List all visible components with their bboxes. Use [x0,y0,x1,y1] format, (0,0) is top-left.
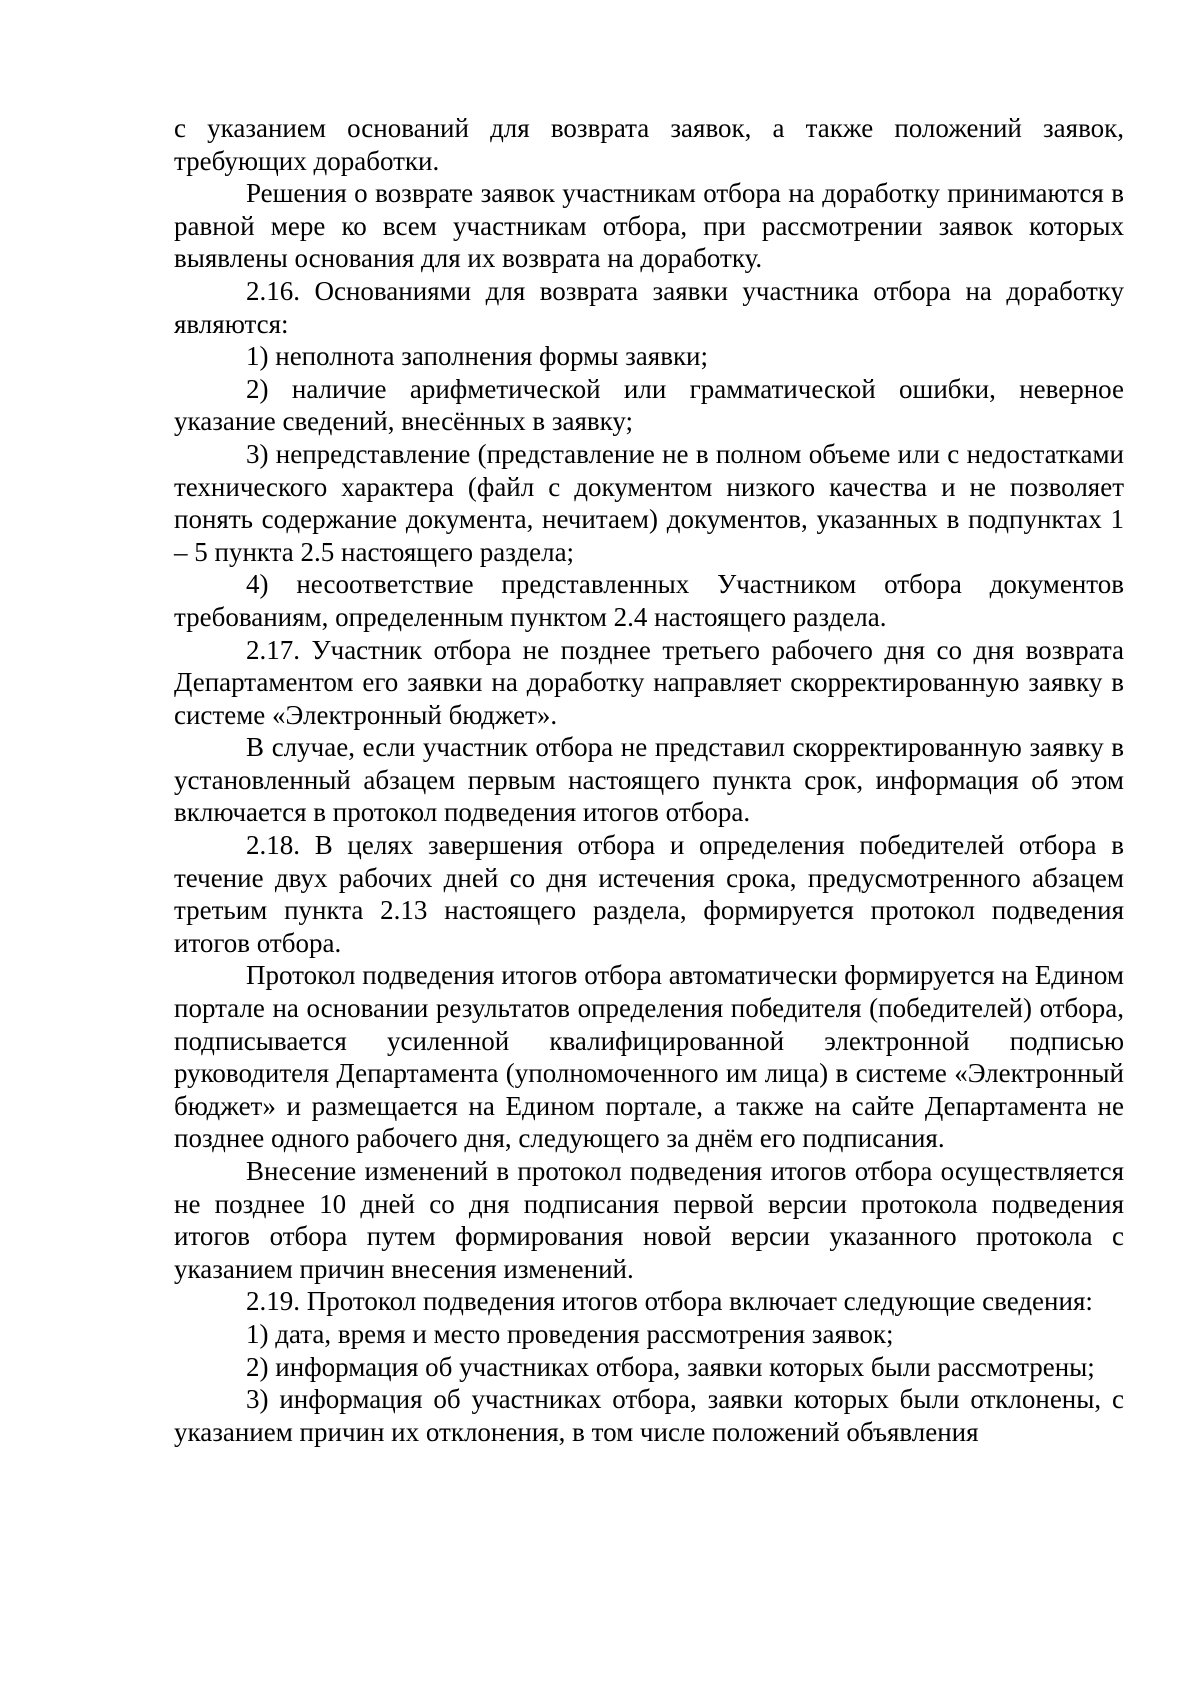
paragraph-8: 2.17. Участник отбора не позднее третьего рабочего дня со дня возврата Департаментом его заявки на доработку направляет скорректированную заявку в системе «Электронный бюджет». [174,634,1124,730]
paragraph-11: Протокол подведения итогов отбора автоматически формируется на Едином портале на основании результатов определения победителя (победителей) отбора, подписывается усиленной квалифицированной электронной подписью руководителя Департамента (уполномоченного им лица) в системе «Электронный бюджет» и размещается на Едином портале, а также на сайте Департамента не позднее одного рабочего дня, следующего за днём его подписания. [174,960,1124,1154]
paragraph-4: 1) неполнота заполнения формы заявки; [246,341,709,372]
document-page [174,112,1124,1448]
paragraph-16: 3) информация об участниках отбора, заявки которых были отклонены, с указанием причин их отклонения, в том числе положений объявления [174,1384,1124,1447]
paragraph-3: 2.16. Основаниями для возврата заявки участника отбора на доработку являются: [174,275,1124,339]
paragraph-13: 2.19. Протокол подведения итогов отбора включает следующие сведения: [246,1286,1093,1317]
paragraph-2: Решения о возврате заявок участникам отбора на доработку принимаются в равной мере ко всем участникам отбора, при рассмотрении заявок которых выявлены основания для их возврата на доработку. [174,178,1124,274]
paragraph-7: 4) несоответствие представленных Участником отбора документов требованиям, определенным пунктом 2.4 настоящего раздела. [174,569,1124,632]
paragraph-10: 2.18. В целях завершения отбора и определения победителей отбора в течение двух рабочих дней со дня истечения срока, предусмотренного абзацем третьим пункта 2.13 настоящего раздела, формируется протокол подведения итогов отбора. [174,830,1124,958]
paragraph-5: 2) наличие арифметической или грамматической ошибки, неверное указание сведений, внесённых в заявку; [174,373,1124,437]
paragraph-15: 2) информация об участниках отбора, заявки которых были рассмотрены; [246,1351,1095,1382]
paragraph-14: 1) дата, время и место проведения рассмотрения заявок; [246,1318,894,1349]
paragraph-6: 3) непредставление (представление не в полном объеме или с недостатками технического характера (файл с документом низкого качества и не позволяет понять содержание документа, нечитаем) документов, указанных в подпунктах 1 – 5 пункта 2.5 настоящего раздела; [174,438,1124,567]
paragraph-1: с указанием оснований для возврата заявок, а также положений заявок, требующих доработки. [174,113,1124,176]
paragraph-12: Внесение изменений в протокол подведения итогов отбора осуществляется не позднее 10 дней со дня подписания первой версии протокола подведения итогов отбора путем формирования новой версии указанного протокола с указанием причин внесения изменений. [174,1156,1124,1284]
paragraph-9: В случае, если участник отбора не представил скорректированную заявку в установленный абзацем первым настоящего пункта срок, информация об этом включается в протокол подведения итогов отбора. [174,732,1124,828]
